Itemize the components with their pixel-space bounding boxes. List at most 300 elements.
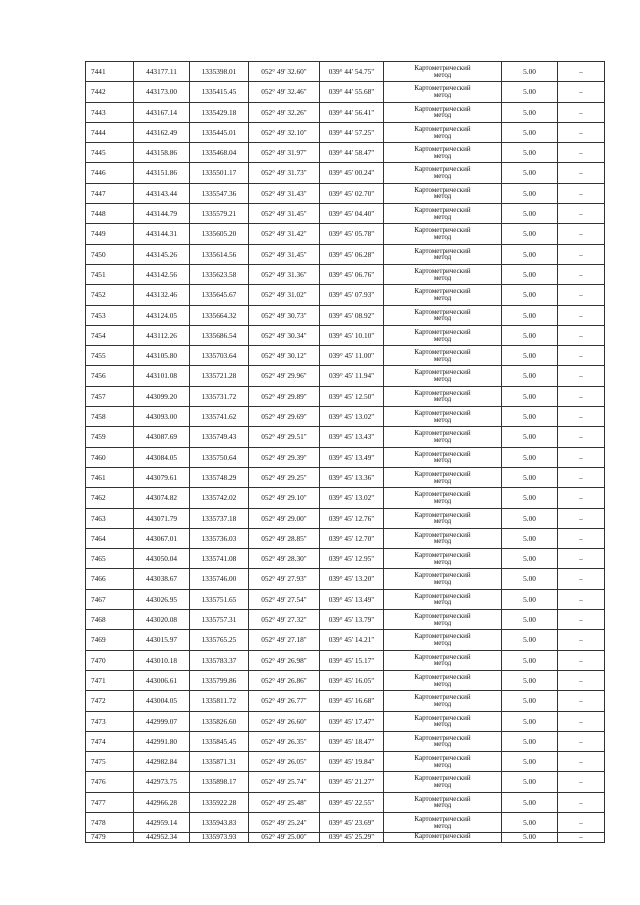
table-row [86, 731, 605, 751]
longitude-cell: 039° 45' 17.47" [320, 711, 384, 731]
point-number-cell: 7455 [86, 346, 134, 366]
table-row [86, 163, 605, 183]
x-coordinate-cell: 443142.56 [134, 264, 190, 284]
y-coordinate-cell: 1335826.60 [190, 711, 249, 731]
y-coordinate-cell: 1335605.20 [190, 224, 249, 244]
latitude-cell: 052° 49' 32.26" [249, 102, 320, 122]
y-coordinate-cell: 1335645.67 [190, 285, 249, 305]
x-coordinate-cell: 442959.14 [134, 812, 190, 832]
longitude-cell: 039° 45' 12.50" [320, 386, 384, 406]
method-line: Картометрический [414, 754, 471, 763]
y-coordinate-cell: 1335922.28 [190, 792, 249, 812]
method-line: Картометрический [414, 388, 471, 397]
table-row [86, 346, 605, 366]
note-cell: – [558, 792, 605, 812]
method-cell [384, 224, 502, 244]
method-line: Картометрический [414, 165, 471, 174]
table-row [86, 467, 605, 487]
y-coordinate-cell: 1335614.56 [190, 244, 249, 264]
note-cell: – [558, 508, 605, 528]
y-coordinate-cell: 1335845.45 [190, 731, 249, 751]
latitude-cell: 052° 49' 31.45" [249, 244, 320, 264]
table-row [86, 62, 605, 82]
accuracy-cell: 5.00 [502, 305, 558, 325]
method-line: Картометрический [414, 84, 471, 93]
note-cell: – [558, 346, 605, 366]
method-cell [384, 386, 502, 406]
table-row [86, 792, 605, 812]
method-cell [384, 528, 502, 548]
x-coordinate-cell: 443099.20 [134, 386, 190, 406]
longitude-cell: 039° 45' 04.40" [320, 204, 384, 224]
table-row [86, 630, 605, 650]
method-cell [384, 650, 502, 670]
longitude-cell: 039° 45' 13.02" [320, 488, 384, 508]
method-cell [384, 792, 502, 812]
accuracy-cell: 5.00 [502, 447, 558, 467]
note-cell: – [558, 833, 605, 843]
point-number-cell: 7459 [86, 427, 134, 447]
accuracy-cell: 5.00 [502, 386, 558, 406]
method-line: метод [433, 273, 452, 282]
method-line: метод [433, 537, 452, 546]
longitude-cell: 039° 44' 58.47" [320, 143, 384, 163]
point-number-cell: 7441 [86, 62, 134, 82]
y-coordinate-cell: 1335811.72 [190, 691, 249, 711]
table-row [86, 650, 605, 670]
longitude-cell: 039° 45' 02.70" [320, 183, 384, 203]
note-cell: – [558, 143, 605, 163]
table-row [86, 488, 605, 508]
method-cell [384, 346, 502, 366]
accuracy-cell: 5.00 [502, 62, 558, 82]
accuracy-cell: 5.00 [502, 346, 558, 366]
longitude-cell: 039° 45' 05.78" [320, 224, 384, 244]
table-row [86, 711, 605, 731]
latitude-cell: 052° 49' 32.46" [249, 82, 320, 102]
accuracy-cell: 5.00 [502, 772, 558, 792]
x-coordinate-cell: 443112.26 [134, 325, 190, 345]
x-coordinate-cell: 443050.04 [134, 549, 190, 569]
x-coordinate-cell: 443006.61 [134, 670, 190, 690]
longitude-cell: 039° 45' 13.36" [320, 467, 384, 487]
accuracy-cell: 5.00 [502, 792, 558, 812]
table-row [86, 204, 605, 224]
note-cell: – [558, 812, 605, 832]
longitude-cell: 039° 45' 18.47" [320, 731, 384, 751]
point-number-cell: 7467 [86, 589, 134, 609]
x-coordinate-cell: 443124.05 [134, 305, 190, 325]
method-line: Картометрический [414, 713, 471, 722]
longitude-cell: 039° 45' 13.79" [320, 610, 384, 630]
latitude-cell: 052° 49' 27.18" [249, 630, 320, 650]
y-coordinate-cell: 1335746.00 [190, 569, 249, 589]
method-line: метод [433, 618, 452, 627]
method-line: метод [433, 679, 452, 688]
method-cell [384, 122, 502, 142]
method-cell [384, 691, 502, 711]
latitude-cell: 052° 49' 32.60" [249, 62, 320, 82]
y-coordinate-cell: 1335736.03 [190, 528, 249, 548]
y-coordinate-cell: 1335757.31 [190, 610, 249, 630]
table-row [86, 285, 605, 305]
method-line: Картометрический [414, 632, 471, 641]
method-line: метод [433, 740, 452, 749]
method-line: метод [433, 496, 452, 505]
point-number-cell: 7445 [86, 143, 134, 163]
accuracy-cell: 5.00 [502, 711, 558, 731]
method-cell [384, 264, 502, 284]
x-coordinate-cell: 443173.00 [134, 82, 190, 102]
table-row [86, 427, 605, 447]
table-row [86, 772, 605, 792]
latitude-cell: 052° 49' 31.97" [249, 143, 320, 163]
method-cell [384, 427, 502, 447]
method-cell [384, 569, 502, 589]
longitude-cell: 039° 45' 07.93" [320, 285, 384, 305]
latitude-cell: 052° 49' 28.85" [249, 528, 320, 548]
method-cell [384, 305, 502, 325]
longitude-cell: 039° 45' 06.28" [320, 244, 384, 264]
table-row [86, 589, 605, 609]
y-coordinate-cell: 1335751.65 [190, 589, 249, 609]
note-cell: – [558, 772, 605, 792]
longitude-cell: 039° 45' 13.43" [320, 427, 384, 447]
point-number-cell: 7449 [86, 224, 134, 244]
method-line: Картометрический [414, 409, 471, 418]
accuracy-cell: 5.00 [502, 650, 558, 670]
accuracy-cell: 5.00 [502, 102, 558, 122]
point-number-cell: 7463 [86, 508, 134, 528]
table-row [86, 386, 605, 406]
accuracy-cell: 5.00 [502, 731, 558, 751]
method-line: метод [433, 415, 452, 424]
y-coordinate-cell: 1335898.17 [190, 772, 249, 792]
latitude-cell: 052° 49' 26.86" [249, 670, 320, 690]
method-cell [384, 711, 502, 731]
accuracy-cell: 5.00 [502, 508, 558, 528]
table-row [86, 610, 605, 630]
x-coordinate-cell: 442973.75 [134, 772, 190, 792]
method-cell [384, 731, 502, 751]
method-line: Картометрический [414, 652, 471, 661]
point-number-cell: 7448 [86, 204, 134, 224]
method-line: метод [433, 720, 452, 729]
x-coordinate-cell: 442991.80 [134, 731, 190, 751]
y-coordinate-cell: 1335973.93 [190, 833, 249, 843]
y-coordinate-cell: 1335721.28 [190, 366, 249, 386]
note-cell: – [558, 752, 605, 772]
accuracy-cell: 5.00 [502, 407, 558, 427]
method-cell [384, 366, 502, 386]
accuracy-cell: 5.00 [502, 224, 558, 244]
method-line: метод [433, 435, 452, 444]
method-cell [384, 62, 502, 82]
point-number-cell: 7468 [86, 610, 134, 630]
longitude-cell: 039° 45' 10.10" [320, 325, 384, 345]
longitude-cell: 039° 45' 06.76" [320, 264, 384, 284]
method-cell [384, 589, 502, 609]
method-line: Картометрический [414, 449, 471, 458]
method-line: Картометрический [414, 429, 471, 438]
note-cell: – [558, 407, 605, 427]
accuracy-cell: 5.00 [502, 569, 558, 589]
method-line: Картометрический [414, 327, 471, 336]
method-cell [384, 82, 502, 102]
longitude-cell: 039° 45' 12.70" [320, 528, 384, 548]
table-row [86, 812, 605, 832]
point-number-cell: 7450 [86, 244, 134, 264]
method-cell [384, 204, 502, 224]
method-line: метод [433, 781, 452, 790]
latitude-cell: 052° 49' 31.45" [249, 204, 320, 224]
y-coordinate-cell: 1335741.08 [190, 549, 249, 569]
table-row [86, 224, 605, 244]
x-coordinate-cell: 443101.08 [134, 366, 190, 386]
y-coordinate-cell: 1335871.31 [190, 752, 249, 772]
point-number-cell: 7479 [86, 833, 134, 843]
table-row [86, 366, 605, 386]
note-cell: – [558, 731, 605, 751]
y-coordinate-cell: 1335664.32 [190, 305, 249, 325]
method-line: Картометрический [414, 551, 471, 560]
method-line: метод [433, 233, 452, 242]
point-number-cell: 7457 [86, 386, 134, 406]
point-number-cell: 7475 [86, 752, 134, 772]
latitude-cell: 052° 49' 26.35" [249, 731, 320, 751]
method-line: Картометрический [414, 530, 471, 539]
method-line: метод [433, 212, 452, 221]
latitude-cell: 052° 49' 26.98" [249, 650, 320, 670]
method-line: метод [433, 314, 452, 323]
method-line: метод [433, 253, 452, 262]
y-coordinate-cell: 1335783.37 [190, 650, 249, 670]
x-coordinate-cell: 443145.26 [134, 244, 190, 264]
method-line: метод [433, 354, 452, 363]
x-coordinate-cell: 443071.79 [134, 508, 190, 528]
latitude-cell: 052° 49' 29.69" [249, 407, 320, 427]
longitude-cell: 039° 45' 14.21" [320, 630, 384, 650]
method-cell [384, 467, 502, 487]
latitude-cell: 052° 49' 29.10" [249, 488, 320, 508]
method-line: метод [433, 801, 452, 810]
method-cell [384, 752, 502, 772]
table-row [86, 447, 605, 467]
note-cell: – [558, 650, 605, 670]
x-coordinate-cell: 443167.14 [134, 102, 190, 122]
method-line: метод [433, 821, 452, 830]
latitude-cell: 052° 49' 31.73" [249, 163, 320, 183]
longitude-cell: 039° 45' 12.95" [320, 549, 384, 569]
y-coordinate-cell: 1335445.01 [190, 122, 249, 142]
method-cell [384, 163, 502, 183]
method-line: Картометрический [414, 307, 471, 316]
note-cell: – [558, 163, 605, 183]
latitude-cell: 052° 49' 31.36" [249, 264, 320, 284]
note-cell: – [558, 122, 605, 142]
point-number-cell: 7470 [86, 650, 134, 670]
method-line: Картометрический [414, 469, 471, 478]
point-number-cell: 7469 [86, 630, 134, 650]
method-line: Картометрический [414, 733, 471, 742]
x-coordinate-cell: 443015.97 [134, 630, 190, 650]
note-cell: – [558, 285, 605, 305]
y-coordinate-cell: 1335943.83 [190, 812, 249, 832]
latitude-cell: 052° 49' 31.43" [249, 183, 320, 203]
accuracy-cell: 5.00 [502, 691, 558, 711]
point-number-cell: 7444 [86, 122, 134, 142]
point-number-cell: 7443 [86, 102, 134, 122]
latitude-cell: 052° 49' 32.10" [249, 122, 320, 142]
method-line: метод [433, 557, 452, 566]
method-line: Картометрический [414, 693, 471, 702]
point-number-cell: 7458 [86, 407, 134, 427]
y-coordinate-cell: 1335547.36 [190, 183, 249, 203]
y-coordinate-cell: 1335742.02 [190, 488, 249, 508]
y-coordinate-cell: 1335741.62 [190, 407, 249, 427]
latitude-cell: 052° 49' 31.42" [249, 224, 320, 244]
method-line: Картометрический [414, 571, 471, 580]
note-cell: – [558, 589, 605, 609]
latitude-cell: 052° 49' 29.25" [249, 467, 320, 487]
latitude-cell: 052° 49' 26.60" [249, 711, 320, 731]
y-coordinate-cell: 1335398.01 [190, 62, 249, 82]
method-line: Картометрический [414, 490, 471, 499]
accuracy-cell: 5.00 [502, 528, 558, 548]
y-coordinate-cell: 1335737.18 [190, 508, 249, 528]
accuracy-cell: 5.00 [502, 325, 558, 345]
y-coordinate-cell: 1335750.64 [190, 447, 249, 467]
note-cell: – [558, 386, 605, 406]
point-number-cell: 7476 [86, 772, 134, 792]
longitude-cell: 039° 45' 19.84" [320, 752, 384, 772]
method-cell [384, 447, 502, 467]
method-line: Картометрический [414, 814, 471, 823]
latitude-cell: 052° 49' 27.32" [249, 610, 320, 630]
method-line: метод [433, 578, 452, 587]
x-coordinate-cell: 443079.61 [134, 467, 190, 487]
latitude-cell: 052° 49' 30.73" [249, 305, 320, 325]
point-number-cell: 7456 [86, 366, 134, 386]
point-number-cell: 7460 [86, 447, 134, 467]
method-cell [384, 549, 502, 569]
note-cell: – [558, 569, 605, 589]
note-cell: – [558, 447, 605, 467]
y-coordinate-cell: 1335468.04 [190, 143, 249, 163]
accuracy-cell: 5.00 [502, 610, 558, 630]
y-coordinate-cell: 1335579.21 [190, 204, 249, 224]
table-row [86, 82, 605, 102]
method-line: Картометрический [414, 774, 471, 783]
latitude-cell: 052° 49' 30.34" [249, 325, 320, 345]
x-coordinate-cell: 443087.69 [134, 427, 190, 447]
note-cell: – [558, 224, 605, 244]
accuracy-cell: 5.00 [502, 143, 558, 163]
longitude-cell: 039° 45' 23.69" [320, 812, 384, 832]
method-line: метод [433, 334, 452, 343]
note-cell: – [558, 305, 605, 325]
method-cell [384, 244, 502, 264]
method-cell [384, 143, 502, 163]
y-coordinate-cell: 1335748.29 [190, 467, 249, 487]
accuracy-cell: 5.00 [502, 183, 558, 203]
coordinates-table-body [86, 62, 605, 843]
latitude-cell: 052° 49' 25.24" [249, 812, 320, 832]
point-number-cell: 7471 [86, 670, 134, 690]
longitude-cell: 039° 45' 25.29" [320, 833, 384, 843]
x-coordinate-cell: 442982.84 [134, 752, 190, 772]
accuracy-cell: 5.00 [502, 427, 558, 447]
point-number-cell: 7452 [86, 285, 134, 305]
note-cell: – [558, 691, 605, 711]
longitude-cell: 039° 44' 54.75" [320, 62, 384, 82]
latitude-cell: 052° 49' 29.89" [249, 386, 320, 406]
method-line: Картометрический [414, 348, 471, 357]
accuracy-cell: 5.00 [502, 833, 558, 843]
method-line: метод [433, 131, 452, 140]
longitude-cell: 039° 45' 11.00" [320, 346, 384, 366]
latitude-cell: 052° 49' 27.54" [249, 589, 320, 609]
longitude-cell: 039° 44' 55.68" [320, 82, 384, 102]
note-cell: – [558, 488, 605, 508]
table-row [86, 122, 605, 142]
x-coordinate-cell: 443105.80 [134, 346, 190, 366]
method-line: Картометрический [414, 510, 471, 519]
method-cell [384, 812, 502, 832]
longitude-cell: 039° 45' 13.20" [320, 569, 384, 589]
longitude-cell: 039° 45' 16.68" [320, 691, 384, 711]
y-coordinate-cell: 1335686.54 [190, 325, 249, 345]
table-row [86, 691, 605, 711]
method-line: метод [433, 476, 452, 485]
method-line: Картометрический [414, 794, 471, 803]
latitude-cell: 052° 49' 29.00" [249, 508, 320, 528]
point-number-cell: 7472 [86, 691, 134, 711]
method-line: метод [433, 172, 452, 181]
method-line: метод [433, 375, 452, 384]
x-coordinate-cell: 443144.79 [134, 204, 190, 224]
method-line: Картометрический [414, 185, 471, 194]
x-coordinate-cell: 443132.46 [134, 285, 190, 305]
longitude-cell: 039° 44' 56.41" [320, 102, 384, 122]
method-line: Картометрический [414, 124, 471, 133]
point-number-cell: 7451 [86, 264, 134, 284]
x-coordinate-cell: 443074.82 [134, 488, 190, 508]
accuracy-cell: 5.00 [502, 82, 558, 102]
method-line: метод [433, 151, 452, 160]
accuracy-cell: 5.00 [502, 285, 558, 305]
method-line: метод [433, 638, 452, 647]
method-line: метод [433, 760, 452, 769]
longitude-cell: 039° 45' 21.27" [320, 772, 384, 792]
method-line: метод [433, 111, 452, 120]
accuracy-cell: 5.00 [502, 488, 558, 508]
accuracy-cell: 5.00 [502, 122, 558, 142]
table-row [86, 670, 605, 690]
table-row [86, 752, 605, 772]
point-number-cell: 7446 [86, 163, 134, 183]
method-cell [384, 488, 502, 508]
x-coordinate-cell: 443093.00 [134, 407, 190, 427]
longitude-cell: 039° 44' 57.25" [320, 122, 384, 142]
latitude-cell: 052° 49' 31.02" [249, 285, 320, 305]
method-line: метод [433, 659, 452, 668]
point-number-cell: 7465 [86, 549, 134, 569]
note-cell: – [558, 366, 605, 386]
latitude-cell: 052° 49' 28.30" [249, 549, 320, 569]
table-row [86, 508, 605, 528]
note-cell: – [558, 183, 605, 203]
